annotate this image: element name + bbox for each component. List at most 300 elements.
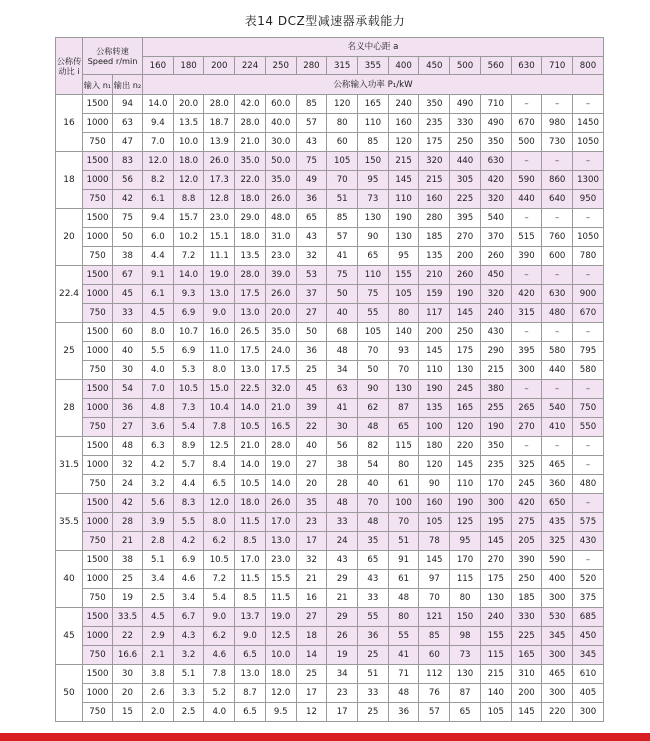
- power-cell: 14.0: [173, 266, 204, 285]
- table-row: [56, 627, 604, 646]
- input-speed-cell: 1500: [83, 209, 113, 228]
- input-speed-cell: 750: [83, 304, 113, 323]
- power-cell: –: [511, 152, 542, 171]
- power-cell: 450: [573, 627, 604, 646]
- output-speed-cell: 60: [113, 323, 143, 342]
- power-cell: 28.0: [265, 437, 296, 456]
- power-cell: 32.0: [265, 380, 296, 399]
- power-cell: 190: [388, 209, 419, 228]
- power-cell: 28.0: [204, 95, 235, 114]
- power-cell: 145: [419, 551, 450, 570]
- input-speed-cell: 1500: [83, 380, 113, 399]
- power-cell: 350: [480, 133, 511, 152]
- power-cell: 55: [388, 627, 419, 646]
- power-cell: 11.5: [235, 513, 266, 532]
- power-cell: 4.5: [143, 608, 174, 627]
- power-cell: 27: [296, 304, 327, 323]
- input-speed-cell: 1000: [83, 228, 113, 247]
- power-cell: 4.0: [204, 703, 235, 722]
- power-cell: 95: [388, 247, 419, 266]
- power-cell: 480: [542, 304, 573, 323]
- input-speed-cell: 750: [83, 589, 113, 608]
- power-cell: 21.0: [235, 437, 266, 456]
- power-cell: 11.1: [204, 247, 235, 266]
- power-cell: 13.0: [265, 532, 296, 551]
- power-cell: –: [573, 437, 604, 456]
- power-cell: 900: [573, 285, 604, 304]
- power-cell: 24.0: [265, 342, 296, 361]
- power-cell: 465: [542, 665, 573, 684]
- power-cell: 215: [419, 171, 450, 190]
- power-cell: 8.9: [173, 437, 204, 456]
- power-cell: 97: [419, 570, 450, 589]
- ratio-cell: 31.5: [56, 437, 83, 494]
- power-cell: 57: [296, 114, 327, 133]
- input-speed-cell: 750: [83, 532, 113, 551]
- power-cell: 250: [450, 133, 481, 152]
- power-cell: 9.4: [143, 209, 174, 228]
- power-cell: 17.5: [235, 342, 266, 361]
- table-row: [56, 228, 604, 247]
- power-cell: 115: [480, 646, 511, 665]
- output-speed-cell: 67: [113, 266, 143, 285]
- table-row: [56, 456, 604, 475]
- output-speed-cell: 32: [113, 456, 143, 475]
- power-cell: 21: [327, 589, 358, 608]
- power-cell: 140: [480, 684, 511, 703]
- power-cell: 75: [358, 285, 389, 304]
- power-cell: 145: [388, 171, 419, 190]
- power-cell: 980: [542, 114, 573, 133]
- table-row: [56, 342, 604, 361]
- power-cell: 112: [419, 665, 450, 684]
- power-cell: 41: [388, 646, 419, 665]
- power-cell: 5.4: [173, 418, 204, 437]
- power-cell: 215: [388, 152, 419, 171]
- power-cell: 540: [542, 399, 573, 418]
- power-cell: 650: [542, 494, 573, 513]
- power-cell: 12.5: [204, 437, 235, 456]
- power-cell: 26.0: [265, 190, 296, 209]
- power-cell: 24: [327, 532, 358, 551]
- power-cell: 85: [419, 627, 450, 646]
- power-cell: 115: [388, 437, 419, 456]
- table-row: [56, 703, 604, 722]
- power-cell: 270: [480, 551, 511, 570]
- power-cell: 185: [419, 228, 450, 247]
- output-speed-cell: 20: [113, 684, 143, 703]
- power-cell: –: [573, 266, 604, 285]
- power-cell: 325: [511, 456, 542, 475]
- power-cell: 60.0: [265, 95, 296, 114]
- power-cell: 165: [358, 95, 389, 114]
- power-cell: 750: [573, 399, 604, 418]
- power-cell: 6.7: [173, 608, 204, 627]
- power-cell: 2.6: [143, 684, 174, 703]
- power-cell: 5.1: [143, 551, 174, 570]
- power-cell: 37: [296, 285, 327, 304]
- power-cell: 300: [480, 494, 511, 513]
- output-speed-cell: 33: [113, 304, 143, 323]
- output-speed-cell: 75: [113, 209, 143, 228]
- power-cell: 12.8: [204, 190, 235, 209]
- power-cell: 250: [511, 570, 542, 589]
- power-cell: 3.6: [143, 418, 174, 437]
- power-cell: 22.0: [235, 171, 266, 190]
- power-cell: 8.8: [173, 190, 204, 209]
- power-cell: 80: [450, 589, 481, 608]
- power-cell: 87: [450, 684, 481, 703]
- table-row: [56, 418, 604, 437]
- power-cell: –: [573, 456, 604, 475]
- power-cell: 9.4: [143, 114, 174, 133]
- power-cell: 45: [296, 380, 327, 399]
- output-speed-cell: 19: [113, 589, 143, 608]
- input-speed-cell: 1000: [83, 513, 113, 532]
- power-cell: 34: [327, 665, 358, 684]
- power-cell: 8.5: [235, 589, 266, 608]
- load-capacity-table: [55, 37, 604, 722]
- table-row: [56, 608, 604, 627]
- power-cell: 5.4: [204, 589, 235, 608]
- table-row: [56, 95, 604, 114]
- power-cell: 95: [450, 532, 481, 551]
- power-cell: 520: [573, 570, 604, 589]
- power-cell: 50: [296, 323, 327, 342]
- power-cell: 120: [419, 456, 450, 475]
- power-cell: 36: [296, 190, 327, 209]
- power-cell: 80: [388, 608, 419, 627]
- table-row: [56, 665, 604, 684]
- power-cell: 600: [542, 247, 573, 266]
- power-cell: 110: [358, 114, 389, 133]
- power-cell: 10.5: [204, 551, 235, 570]
- input-speed-cell: 1500: [83, 152, 113, 171]
- power-cell: 18.0: [235, 494, 266, 513]
- power-cell: –: [511, 437, 542, 456]
- power-cell: 22: [296, 418, 327, 437]
- power-cell: 235: [419, 114, 450, 133]
- power-cell: 145: [450, 456, 481, 475]
- power-cell: 145: [450, 304, 481, 323]
- power-cell: 25: [358, 646, 389, 665]
- power-cell: 33: [358, 684, 389, 703]
- power-cell: 15.1: [204, 228, 235, 247]
- power-cell: 390: [511, 551, 542, 570]
- power-cell: 145: [480, 532, 511, 551]
- power-cell: 6.2: [204, 627, 235, 646]
- input-speed-cell: 750: [83, 247, 113, 266]
- power-cell: 4.4: [173, 475, 204, 494]
- power-cell: 8.2: [143, 171, 174, 190]
- power-cell: 345: [542, 627, 573, 646]
- power-cell: 13.0: [235, 304, 266, 323]
- power-cell: 70: [388, 513, 419, 532]
- power-cell: 6.9: [173, 304, 204, 323]
- power-cell: 110: [419, 361, 450, 380]
- power-cell: 260: [480, 247, 511, 266]
- power-cell: 56: [327, 437, 358, 456]
- power-cell: 105: [419, 513, 450, 532]
- power-cell: 82: [358, 437, 389, 456]
- power-cell: 4.4: [143, 247, 174, 266]
- table-row: [56, 285, 604, 304]
- power-cell: 33: [327, 513, 358, 532]
- power-cell: 17: [327, 703, 358, 722]
- power-cell: 65: [358, 247, 389, 266]
- power-cell: 117: [419, 304, 450, 323]
- output-speed-cell: 83: [113, 152, 143, 171]
- power-cell: 490: [480, 114, 511, 133]
- power-cell: 110: [450, 475, 481, 494]
- power-cell: –: [511, 266, 542, 285]
- power-cell: 10.0: [265, 646, 296, 665]
- power-cell: 36: [388, 703, 419, 722]
- power-cell: 190: [450, 494, 481, 513]
- power-cell: 70: [358, 342, 389, 361]
- power-cell: 11.5: [235, 570, 266, 589]
- power-cell: 73: [450, 646, 481, 665]
- power-cell: 9.5: [265, 703, 296, 722]
- power-cell: 53: [296, 266, 327, 285]
- power-cell: 40: [327, 304, 358, 323]
- power-cell: 440: [450, 152, 481, 171]
- power-cell: 62: [358, 399, 389, 418]
- power-cell: 85: [327, 209, 358, 228]
- power-cell: 145: [511, 703, 542, 722]
- center-distance-630: 630: [511, 57, 542, 75]
- power-cell: 2.5: [143, 589, 174, 608]
- power-cell: 190: [480, 418, 511, 437]
- power-cell: 35.0: [265, 171, 296, 190]
- ratio-cell: 45: [56, 608, 83, 665]
- power-cell: 6.5: [204, 475, 235, 494]
- power-cell: 130: [388, 228, 419, 247]
- output-speed-cell: 47: [113, 133, 143, 152]
- power-cell: 85: [358, 133, 389, 152]
- power-cell: 36: [296, 342, 327, 361]
- power-cell: 135: [419, 399, 450, 418]
- power-cell: 4.5: [143, 304, 174, 323]
- power-cell: 245: [511, 475, 542, 494]
- power-cell: 121: [419, 608, 450, 627]
- output-speed-cell: 30: [113, 361, 143, 380]
- power-cell: –: [542, 266, 573, 285]
- power-cell: 65: [388, 418, 419, 437]
- power-cell: 390: [511, 247, 542, 266]
- input-speed-cell: 1000: [83, 570, 113, 589]
- output-speed-cell: 16.6: [113, 646, 143, 665]
- power-cell: 325: [542, 532, 573, 551]
- power-cell: 320: [419, 152, 450, 171]
- power-cell: 18.7: [204, 114, 235, 133]
- power-cell: 3.8: [143, 665, 174, 684]
- power-cell: 320: [480, 190, 511, 209]
- output-speed-cell: 22: [113, 627, 143, 646]
- power-cell: 580: [542, 342, 573, 361]
- power-cell: 70: [388, 361, 419, 380]
- power-cell: 35: [358, 532, 389, 551]
- power-cell: 11.0: [204, 342, 235, 361]
- input-speed-cell: 1500: [83, 665, 113, 684]
- power-cell: 4.6: [204, 646, 235, 665]
- power-cell: 18.0: [235, 190, 266, 209]
- power-cell: 6.9: [173, 551, 204, 570]
- power-cell: 50: [358, 361, 389, 380]
- center-distance-800: 800: [573, 57, 604, 75]
- power-cell: 23.0: [204, 209, 235, 228]
- power-cell: 12.5: [265, 627, 296, 646]
- power-cell: 65: [358, 551, 389, 570]
- input-speed-cell: 1000: [83, 285, 113, 304]
- power-cell: 70: [327, 171, 358, 190]
- power-cell: 120: [450, 418, 481, 437]
- power-cell: 15.7: [173, 209, 204, 228]
- power-cell: 795: [573, 342, 604, 361]
- power-cell: 220: [542, 703, 573, 722]
- power-cell: 380: [480, 380, 511, 399]
- power-cell: 21.0: [265, 399, 296, 418]
- power-cell: 48: [327, 494, 358, 513]
- table-row: [56, 361, 604, 380]
- power-cell: 14.0: [235, 456, 266, 475]
- power-cell: 710: [480, 95, 511, 114]
- power-cell: 17.0: [235, 551, 266, 570]
- center-distance-355: 355: [358, 57, 389, 75]
- output-speed-cell: 28: [113, 513, 143, 532]
- power-cell: 360: [542, 475, 573, 494]
- power-cell: 35: [296, 494, 327, 513]
- power-cell: 16.0: [204, 323, 235, 342]
- power-cell: 160: [419, 190, 450, 209]
- power-cell: 5.7: [173, 456, 204, 475]
- power-cell: –: [511, 209, 542, 228]
- power-cell: 1050: [573, 133, 604, 152]
- output-speed-header: 输出 n₂: [113, 75, 143, 95]
- power-cell: 36: [358, 627, 389, 646]
- power-cell: 57: [327, 228, 358, 247]
- input-speed-cell: 750: [83, 646, 113, 665]
- power-cell: –: [573, 323, 604, 342]
- power-cell: 48: [327, 342, 358, 361]
- power-cell: 370: [480, 228, 511, 247]
- power-cell: 25: [296, 361, 327, 380]
- power-cell: 515: [511, 228, 542, 247]
- power-cell: 130: [450, 665, 481, 684]
- power-cell: 405: [573, 684, 604, 703]
- power-cell: 49: [296, 171, 327, 190]
- table-row: [56, 114, 604, 133]
- power-cell: 26.0: [265, 494, 296, 513]
- power-cell: 55: [358, 608, 389, 627]
- power-cell: 17.3: [204, 171, 235, 190]
- power-cell: 440: [511, 190, 542, 209]
- input-speed-header: 输入 n₁: [83, 75, 113, 95]
- power-cell: 20: [296, 475, 327, 494]
- power-cell: 50.0: [265, 152, 296, 171]
- power-cell: 8.0: [204, 513, 235, 532]
- power-cell: 17.5: [235, 285, 266, 304]
- power-cell: 38: [327, 456, 358, 475]
- power-cell: 8.0: [143, 323, 174, 342]
- power-cell: –: [542, 323, 573, 342]
- power-cell: 320: [480, 285, 511, 304]
- power-cell: 14.0: [143, 95, 174, 114]
- power-cell: 270: [511, 418, 542, 437]
- center-distance-250: 250: [265, 57, 296, 75]
- power-cell: 17.5: [265, 361, 296, 380]
- power-cell: 420: [511, 285, 542, 304]
- power-cell: 780: [573, 247, 604, 266]
- bottom-red-rule: [0, 733, 650, 741]
- power-cell: 575: [573, 513, 604, 532]
- power-cell: 20.0: [265, 304, 296, 323]
- center-distance-160: 160: [143, 57, 174, 75]
- center-distance-280: 280: [296, 57, 327, 75]
- power-cell: 130: [358, 209, 389, 228]
- power-cell: 15.0: [204, 380, 235, 399]
- power-cell: 19: [327, 646, 358, 665]
- power-cell: 395: [511, 342, 542, 361]
- output-speed-cell: 36: [113, 399, 143, 418]
- power-cell: 9.1: [143, 266, 174, 285]
- power-cell: 5.1: [173, 665, 204, 684]
- power-cell: 54: [358, 456, 389, 475]
- power-cell: 235: [480, 456, 511, 475]
- power-cell: 7.8: [204, 418, 235, 437]
- power-cell: 14: [296, 646, 327, 665]
- power-cell: 40.0: [265, 114, 296, 133]
- power-cell: 40: [296, 437, 327, 456]
- power-cell: 220: [450, 437, 481, 456]
- output-speed-cell: 54: [113, 380, 143, 399]
- power-cell: 23.0: [265, 247, 296, 266]
- output-speed-cell: 56: [113, 171, 143, 190]
- power-cell: 6.1: [143, 285, 174, 304]
- output-speed-cell: 48: [113, 437, 143, 456]
- power-cell: 9.0: [204, 304, 235, 323]
- input-speed-cell: 1500: [83, 551, 113, 570]
- output-speed-cell: 25: [113, 570, 143, 589]
- power-cell: 71: [388, 665, 419, 684]
- power-cell: 345: [573, 646, 604, 665]
- power-cell: 860: [542, 171, 573, 190]
- power-cell: 17: [296, 532, 327, 551]
- power-cell: 300: [573, 703, 604, 722]
- power-cell: 10.0: [173, 133, 204, 152]
- input-speed-cell: 750: [83, 133, 113, 152]
- table-row: [56, 133, 604, 152]
- power-cell: 76: [419, 684, 450, 703]
- power-cell: 175: [419, 133, 450, 152]
- power-cell: 34: [327, 361, 358, 380]
- input-speed-cell: 750: [83, 475, 113, 494]
- power-cell: 130: [450, 361, 481, 380]
- center-distance-315: 315: [327, 57, 358, 75]
- power-cell: –: [542, 380, 573, 399]
- power-cell: 16: [296, 589, 327, 608]
- ratio-cell: 50: [56, 665, 83, 722]
- power-cell: 9.0: [204, 608, 235, 627]
- power-cell: 200: [511, 684, 542, 703]
- input-speed-cell: 1500: [83, 266, 113, 285]
- power-cell: 3.2: [173, 646, 204, 665]
- power-cell: 165: [450, 399, 481, 418]
- power-cell: 550: [573, 418, 604, 437]
- power-cell: 98: [450, 627, 481, 646]
- center-distance-224: 224: [235, 57, 266, 75]
- power-cell: 125: [450, 513, 481, 532]
